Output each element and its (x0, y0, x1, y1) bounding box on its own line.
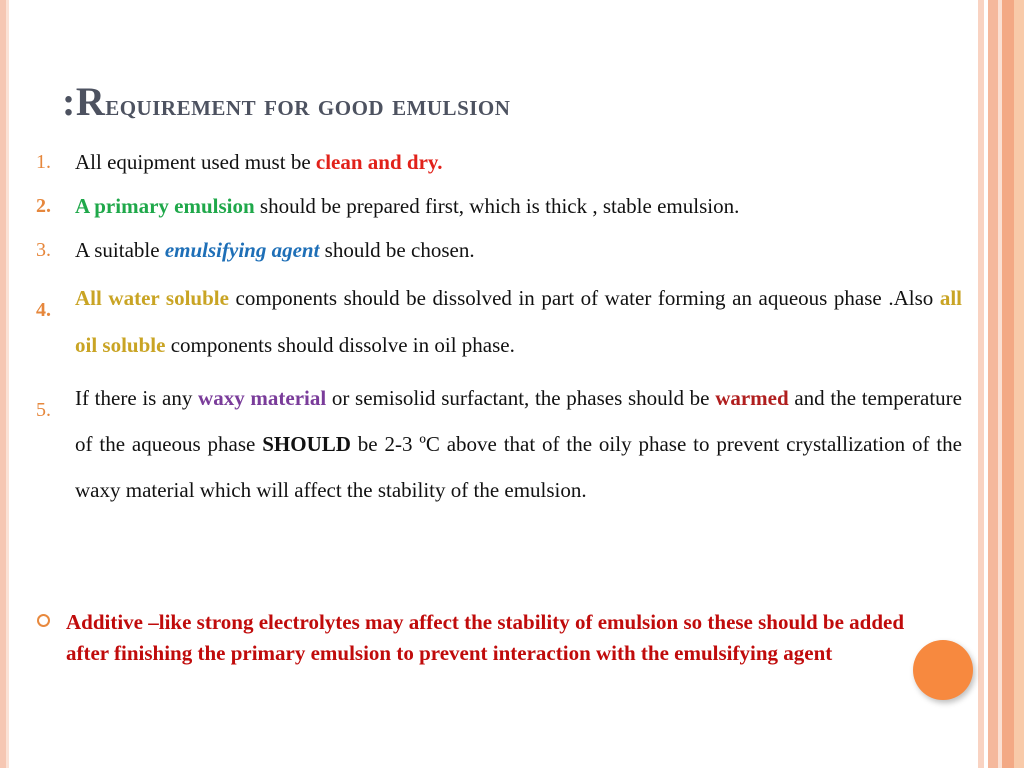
title-rest: equirement for good emulsion (105, 89, 511, 122)
highlight-clean-dry: clean and dry. (315, 150, 443, 174)
item-text: or semisolid surfactant, the phases should be (326, 385, 716, 410)
title-prefix: :R (62, 79, 106, 124)
highlight-primary-emulsion: A primary emulsion (75, 194, 255, 219)
highlight-waxy-material: waxy material (198, 385, 327, 410)
requirements-list (36, 150, 962, 532)
list-item (36, 275, 962, 369)
item-text: should be prepared first, which is thick , stable emulsion. (254, 194, 740, 219)
item-number: 4. (36, 298, 51, 321)
item-text: components should dissolve in oil phase. (165, 332, 515, 357)
list-item (36, 194, 962, 219)
item-number: 2. (36, 195, 51, 218)
highlight-warmed: warmed (715, 385, 789, 410)
circle-bullet-icon (37, 614, 50, 627)
highlight-oil-soluble: all oil soluble (75, 285, 962, 357)
list-item (36, 150, 962, 175)
decorative-orange-circle (913, 640, 973, 700)
item-text: and the temperature of the aqueous phase (75, 385, 962, 456)
additive-note (36, 607, 926, 669)
right-stripe (988, 0, 998, 768)
right-stripe (1014, 0, 1024, 768)
list-item (36, 375, 962, 513)
item-text: should be chosen. (319, 238, 475, 263)
highlight-water-soluble: All water soluble (75, 285, 229, 310)
item-text: components should be dissolved in part of water forming an aqueous phase .Also (228, 285, 940, 310)
item-number: 3. (36, 239, 51, 262)
highlight-should: SHOULD (262, 431, 351, 456)
left-border-stripe-light (6, 0, 9, 768)
item-number: 1. (36, 151, 51, 173)
item-text: A suitable (75, 238, 165, 263)
additive-note-text: Additive –like strong electrolytes may affect the stability of emulsion so these should be added after finishing the primary emulsion to prevent interaction with the emulsifying agent (66, 610, 905, 665)
list-item (36, 238, 962, 263)
right-stripe (1002, 0, 1014, 768)
highlight-emulsifying-agent: emulsifying agent (164, 238, 320, 263)
item-text: All equipment used must be (75, 150, 316, 174)
item-text: If there is any (75, 385, 199, 410)
slide-title (62, 78, 942, 125)
item-text: be 2-3 ºC above that of the oily phase to prevent crystallization of the waxy material which will affect the stability of the emulsion. (75, 431, 962, 502)
item-number: 5. (36, 398, 51, 421)
